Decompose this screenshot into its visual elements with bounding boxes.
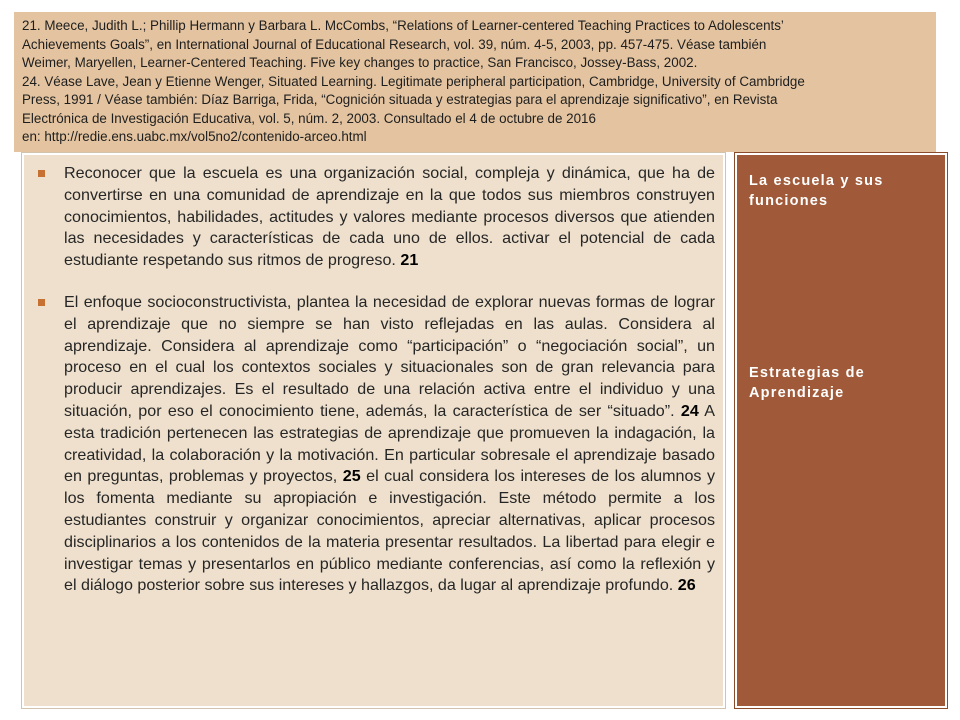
bullet-paragraph-1 bbox=[36, 163, 715, 272]
square-bullet-icon bbox=[38, 299, 45, 306]
sidebar-panel bbox=[735, 153, 947, 708]
reference-line: 21. Meece, Judith L.; Phillip Hermann y Barbara L. McCombs, “Relations of Learner-centered Teaching Practices to Adolescents’ bbox=[22, 18, 784, 33]
bullet-2-text-c: el cual considera los intereses de los alumnos y los fomenta mediante su apropiación e investigación. Este método permite a los estudiantes construir y organizar conocimientos, apreciar alternativas, aplicar procesos disciplinarios a los contenidos de la materia presentar resultados. La libertad para elegir e investigar temas y presentarlos en público mediante conferencias, así como la reflexión y el diálogo posterior sobre sus intereses y hallazgos, da lugar al aprendizaje profundo. bbox=[64, 467, 715, 595]
bullet-paragraph-2 bbox=[36, 292, 715, 597]
references-panel bbox=[14, 12, 936, 152]
reference-line: Achievements Goals”, en International Journal of Educational Research, vol. 39, núm. 4-5, 2003, pp. 457-475. Véase también bbox=[22, 36, 767, 52]
main-content-panel bbox=[22, 153, 725, 708]
bullet-2-text-b: A esta tradición pertenecen las estrategias de aprendizaje que promueven la indagación, la creatividad, la colaboración y la motivación. En particular sobresale el aprendizaje basado en preguntas, problemas y proyectos, bbox=[64, 401, 715, 486]
sidebar-item-escuela: La escuela y sus funciones bbox=[749, 173, 884, 209]
reference-line: Press, 1991 / Véase también: Díaz Barriga, Frida, “Cognición situada y estrategias para el aprendizaje significativo”, en Revista bbox=[22, 92, 778, 107]
reference-line: Weimer, Maryellen, Learner-Centered Teaching. Five key changes to practice, San Francisco, Jossey-Bass, 2002. bbox=[22, 55, 698, 70]
reference-line: Electrónica de Investigación Educativa, vol. 5, núm. 2, 2003. Consultado el 4 de octubre de 2016 bbox=[22, 110, 596, 126]
sidebar-item-estrategias: Estrategias de Aprendizaje bbox=[749, 365, 865, 401]
footnote-ref-24: 24 bbox=[680, 401, 699, 420]
footnote-ref-25: 25 bbox=[342, 467, 361, 486]
footnote-ref-21: 21 bbox=[400, 251, 419, 270]
footnote-ref-26: 26 bbox=[677, 576, 696, 595]
reference-line: en: http://redie.ens.uabc.mx/vol5no2/contenido-arceo.html bbox=[22, 129, 367, 144]
bullet-2-text-a: El enfoque socioconstructivista, plantea la necesidad de explorar nuevas formas de lograr el aprendizaje que no siempre se han visto reflejadas en las aulas. Considera al aprendizaje. Considera al aprendizaje como “participación” o “negociación social”, un proceso en el cual los contextos sociales y situacionales son de gran relevancia para producir aprendizajes. Es el resultado de una relación activa entre el individuo y una situación, por eso el conocimiento tiene, además, la característica de ser “situado”. bbox=[64, 292, 715, 420]
reference-line: 24. Véase Lave, Jean y Etienne Wenger, Situated Learning. Legitimate peripheral participation, Cambridge, University of Cambridge bbox=[22, 73, 805, 89]
bullet-1-text: Reconocer que la escuela es una organización social, compleja y dinámica, que ha de convertirse en una comunidad de aprendizaje en la que todos sus miembros construyen conocimientos, habilidades, actitudes y valores mediante procesos diversos que atienden las necesidades y características de cada uno de ellos. activar el potencial de cada estudiante respetando sus ritmos de progreso. bbox=[64, 164, 715, 270]
square-bullet-icon bbox=[38, 170, 45, 177]
